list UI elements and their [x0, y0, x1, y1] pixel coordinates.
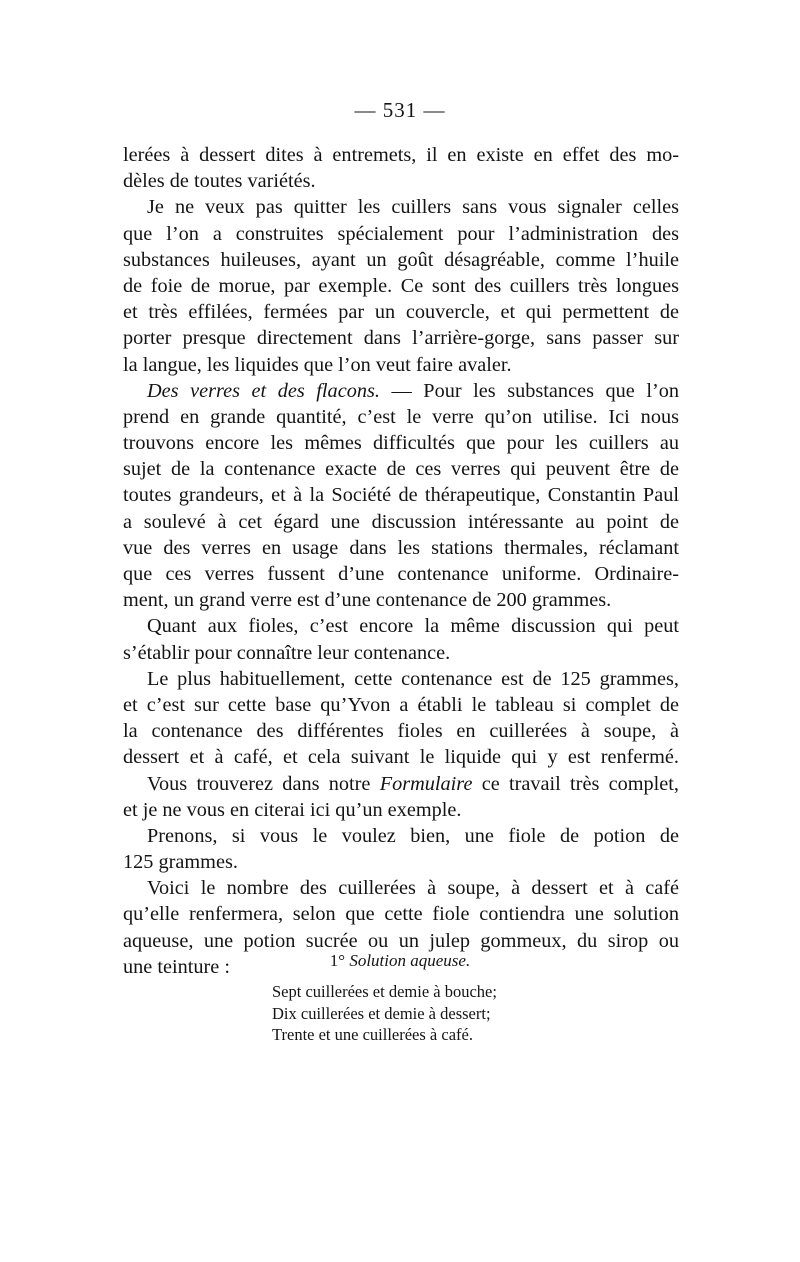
- text-fragment: substances huileuses, ayant un goût désagréable, comme l’huile: [123, 248, 679, 271]
- text-fragment: qu’elle renfermera, selon que cette fiole contiendra une solution: [123, 903, 679, 926]
- text-fragment: — Pour les substances que l’on: [379, 379, 679, 402]
- caption-number: 1°: [329, 951, 346, 970]
- text-fragment: porter presque directement dans l’arrière-gorge, sans passer sur: [123, 327, 679, 350]
- text-line: [123, 561, 679, 587]
- text-line: [123, 430, 679, 456]
- text-line: [123, 849, 679, 875]
- text-line: [123, 325, 679, 351]
- body-text: [123, 142, 679, 980]
- text-line: [123, 797, 679, 823]
- text-line: [123, 771, 679, 797]
- text-fragment: s’établir pour connaître leur contenance.: [123, 641, 451, 664]
- text-line: [123, 744, 679, 770]
- text-fragment: que ces verres fussent d’une contenance uniforme. Ordinaire-: [123, 563, 679, 585]
- text-line: [123, 875, 679, 901]
- text-fragment: 125 grammes.: [123, 851, 238, 874]
- text-fragment: aqueuse, une potion sucrée ou un julep gommeux, du sirop ou: [123, 929, 679, 952]
- text-fragment: de foie de morue, par exemple. Ce sont des cuillers très longues: [123, 274, 679, 297]
- text-fragment: et très effilées, fermées par un couvercle, et qui permettent de: [123, 301, 679, 324]
- text-line: [123, 509, 679, 535]
- text-fragment: dèles de toutes variétés.: [123, 170, 316, 193]
- measure-line: Dix cuillerées et demie à dessert;: [272, 1003, 491, 1023]
- italic-heading: Des verres et des flacons.: [147, 379, 380, 402]
- text-fragment: trouvons encore les mêmes difficultés que pour les cuillers au: [123, 432, 679, 455]
- text-line: [123, 352, 679, 378]
- text-line: [123, 221, 679, 247]
- text-fragment: vue des verres en usage dans les stations thermales, réclamant: [123, 536, 679, 559]
- text-line: [123, 273, 679, 299]
- text-fragment: prend en grande quantité, c’est le verre qu’on utilise. Ici nous: [123, 405, 679, 428]
- text-fragment: ce travail très complet,: [472, 772, 679, 795]
- text-fragment: toutes grandeurs, et à la Société de thérapeutique, Constantin Paul: [123, 484, 679, 507]
- text-fragment: Quant aux fioles, c’est encore la même discussion qui peut: [147, 615, 679, 638]
- text-line: [123, 718, 679, 744]
- text-fragment: dessert et à café, et cela suivant le liquide qui y est renfermé.: [123, 746, 679, 769]
- text-fragment: la langue, les liquides que l’on veut faire avaler.: [123, 353, 512, 376]
- text-line: [123, 378, 679, 404]
- text-line: [123, 194, 679, 220]
- text-line: [123, 404, 679, 430]
- text-fragment: Vous trouverez dans notre: [147, 772, 380, 795]
- text-fragment: sujet de la contenance exacte de ces verres qui peuvent être de: [123, 458, 679, 481]
- text-line: [123, 299, 679, 325]
- text-fragment: une teinture :: [123, 955, 231, 978]
- italic-title: Formulaire: [379, 772, 473, 795]
- text-fragment: Prenons, si vous le voulez bien, une fiole de potion de: [147, 824, 679, 847]
- text-fragment: lerées à dessert dites à entremets, il en existe en effet des mo-: [123, 144, 679, 166]
- section-caption: [0, 950, 800, 972]
- text-line: [123, 456, 679, 482]
- text-line: [123, 168, 679, 194]
- text-line: [123, 640, 679, 666]
- page-number: — 531 —: [354, 98, 446, 122]
- text-fragment: la contenance des différentes fioles en cuillerées à soupe, à: [123, 720, 679, 743]
- text-line: [123, 587, 679, 613]
- text-fragment: et je ne vous en citerai ici qu’un exemple.: [123, 798, 462, 821]
- text-fragment: Voici le nombre des cuillerées à soupe, à dessert et à café: [147, 877, 679, 900]
- text-fragment: Le plus habituellement, cette contenance est de 125 grammes,: [147, 667, 679, 690]
- text-fragment: ment, un grand verre est d’une contenance de 200 grammes.: [123, 589, 612, 612]
- text-fragment: que l’on a construites spécialement pour l’administration des: [123, 222, 679, 245]
- text-line: [123, 535, 679, 561]
- text-line: [123, 901, 679, 927]
- text-line: [123, 142, 679, 168]
- measure-list: [272, 981, 542, 1046]
- measure-line: Sept cuillerées et demie à bouche;: [272, 982, 497, 1001]
- text-line: [123, 666, 679, 692]
- text-fragment: Je ne veux pas quitter les cuillers sans vous signaler celles: [147, 196, 679, 219]
- text-line: [123, 247, 679, 273]
- text-line: [123, 482, 679, 508]
- measure-line: Trente et une cuillerées à café.: [272, 1025, 473, 1044]
- text-line: [123, 613, 679, 639]
- text-line: [123, 692, 679, 718]
- caption-title: Solution aqueuse.: [349, 951, 471, 970]
- text-line: [123, 823, 679, 849]
- text-fragment: a soulevé à cet égard une discussion intéressante au point de: [123, 510, 679, 533]
- text-fragment: et c’est sur cette base qu’Yvon a établi le tableau si complet de: [123, 693, 679, 716]
